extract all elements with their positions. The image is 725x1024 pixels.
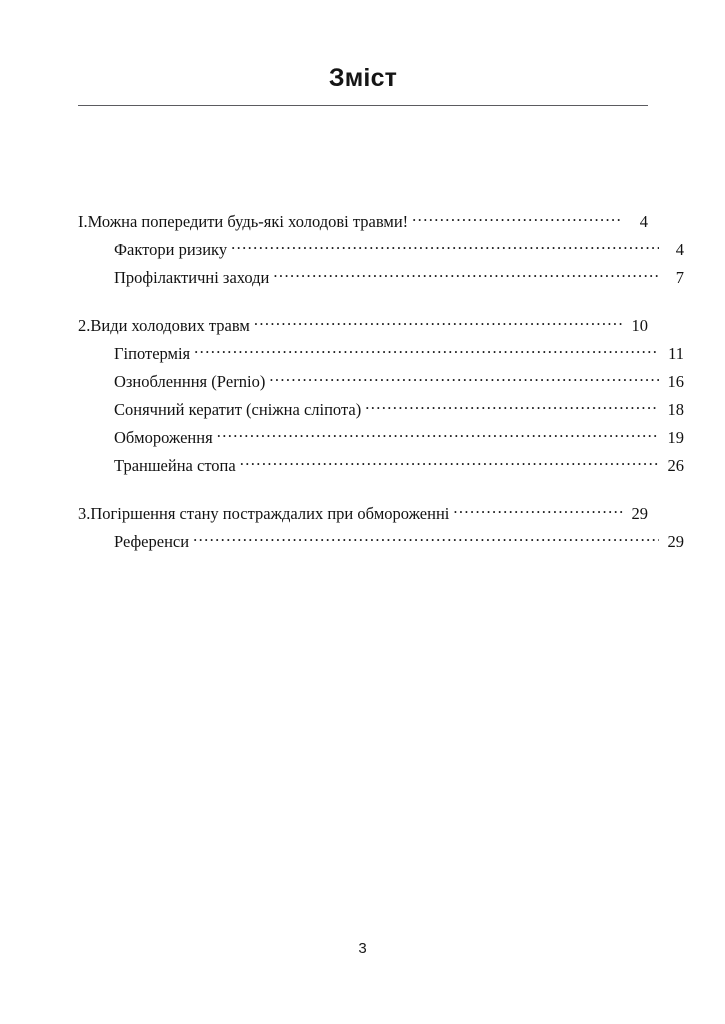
toc-group: [78, 500, 684, 556]
toc-dot-leader: [365, 401, 659, 415]
toc-entry-label: Референси: [114, 532, 190, 551]
toc-entry-page-number: 4: [639, 212, 648, 231]
toc-section-entry[interactable]: [78, 424, 684, 452]
table-of-contents: [78, 208, 684, 556]
toc-entry-page-number: 29: [631, 504, 648, 523]
toc-dot-leader: [254, 317, 623, 331]
toc-dot-leader: [231, 241, 659, 255]
toc-group: [78, 208, 684, 292]
toc-dot-leader: [240, 457, 659, 471]
toc-entry-page-number: 16: [667, 372, 684, 391]
toc-dot-leader: [217, 429, 659, 443]
toc-section-entry[interactable]: [78, 528, 684, 556]
toc-entry-label: Сонячний кератит (сніжна сліпота): [114, 400, 362, 419]
toc-entry-label: 2.Види холодових травм: [78, 316, 250, 335]
folio-number: 3: [358, 940, 367, 957]
toc-chapter-entry[interactable]: [78, 208, 648, 236]
toc-dot-leader: [273, 269, 659, 283]
toc-entry-page-number: 7: [675, 268, 684, 287]
page-title: Зміст: [328, 64, 398, 92]
page-footer: [0, 940, 725, 958]
toc-entry-label: Фактори ризику: [114, 240, 228, 259]
toc-entry-label: I.Можна попередити будь-які холодові травми!: [78, 212, 409, 231]
toc-entry-page-number: 26: [667, 456, 684, 475]
toc-entry-page-number: 11: [668, 344, 684, 363]
toc-group: [78, 312, 684, 480]
toc-entry-label: Профілактичні заходи: [114, 268, 270, 287]
toc-section-entry[interactable]: [78, 368, 684, 396]
toc-chapter-entry[interactable]: [78, 312, 648, 340]
toc-entry-page-number: 10: [631, 316, 648, 335]
toc-dot-leader: [269, 373, 659, 387]
toc-section-entry[interactable]: [78, 340, 684, 368]
title-block: [78, 62, 648, 94]
toc-entry-label: Гіпотермія: [114, 344, 191, 363]
toc-dot-leader: [453, 505, 623, 519]
toc-dot-leader: [194, 345, 659, 359]
toc-entry-page-number: 18: [667, 400, 684, 419]
toc-section-entry[interactable]: [78, 236, 684, 264]
toc-chapter-entry[interactable]: [78, 500, 648, 528]
toc-section-entry[interactable]: [78, 264, 684, 292]
toc-entry-page-number: 19: [667, 428, 684, 447]
toc-section-entry[interactable]: [78, 452, 684, 480]
toc-entry-label: Обмороження: [114, 428, 213, 447]
toc-entry-page-number: 4: [675, 240, 684, 259]
title-divider: [78, 105, 648, 106]
toc-entry-page-number: 29: [667, 532, 684, 551]
toc-dot-leader: [193, 533, 659, 547]
toc-section-entry[interactable]: [78, 396, 684, 424]
toc-entry-label: Ознобленння (Pernio): [114, 372, 266, 391]
toc-entry-label: 3.Погіршення стану постраждалих при обмороженні: [78, 504, 450, 523]
toc-entry-label: Траншейна стопа: [114, 456, 236, 475]
toc-dot-leader: [412, 213, 623, 227]
